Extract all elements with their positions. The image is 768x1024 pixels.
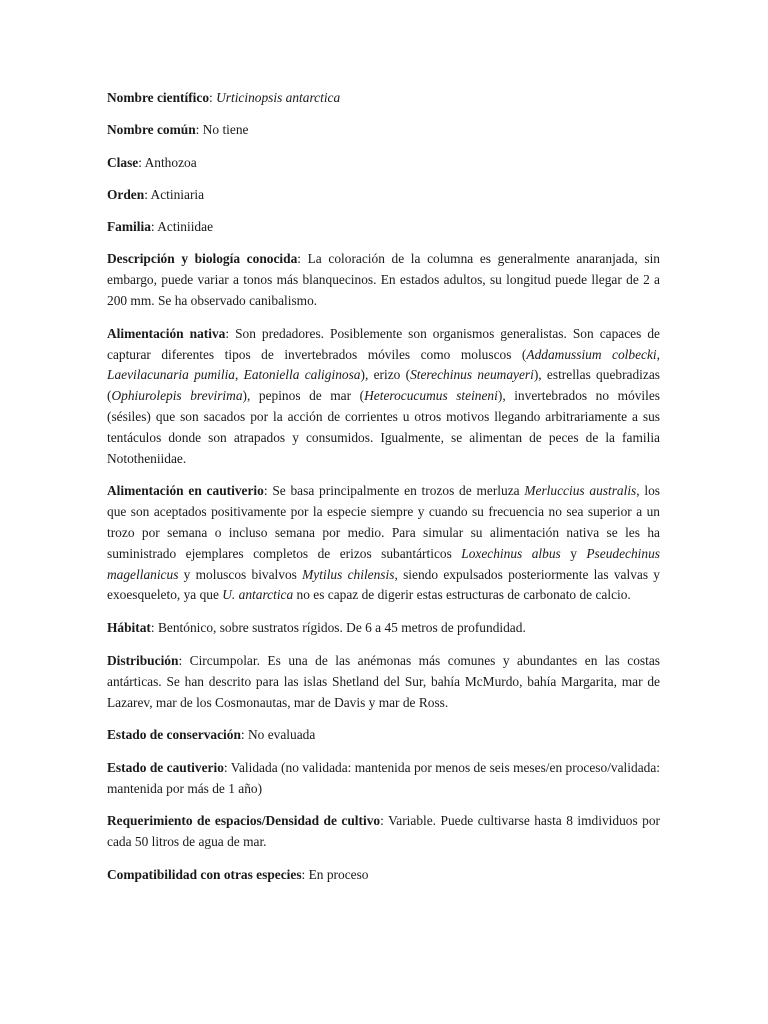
- species-name: U. antarctica: [222, 587, 294, 603]
- entry-label: Distribución: [107, 653, 179, 669]
- entry-text: Se basa principalmente en trozos de merluza: [272, 483, 525, 499]
- entry-text: , los que son aceptados positivamente por la especie siempre y cuando su frecuencia no sea superior a un trozo por semana o incluso semana por medio. Para simular su alimentación nativa se les ha suministrado ejemplares completos de erizos subantárticos: [107, 483, 661, 561]
- entry-label: Nombre científico: [107, 90, 210, 105]
- entry-text: ,: [235, 367, 244, 383]
- entry-text: ), pepinos de mar (: [242, 388, 365, 404]
- entry-separator: :: [144, 186, 151, 202]
- entry-text: ,: [656, 346, 660, 362]
- entry-text: Anthozoa: [144, 154, 197, 170]
- species-name: Urticinopsis antarctica: [216, 90, 341, 105]
- entry-label: Compatibilidad con otras especies: [107, 866, 302, 882]
- entry-text: No tiene: [202, 122, 249, 138]
- entry-text: Son predadores. Posiblemente son organismos generalistas. Son capaces de capturar diferentes tipos de invertebrados móviles como moluscos (: [107, 325, 660, 362]
- entry-label: Orden: [107, 186, 145, 202]
- entry-separator: :: [195, 122, 203, 138]
- entry-separator: :: [301, 866, 309, 882]
- entry-label: Estado de conservación: [107, 727, 241, 743]
- species-name: Sterechinus neumayeri: [410, 367, 534, 383]
- entry-separator: :: [178, 653, 190, 669]
- entry-text: ), erizo (: [360, 367, 411, 383]
- entry-distribution: [107, 651, 660, 713]
- entry-label: Hábitat: [107, 620, 151, 636]
- entry-label: Clase: [107, 154, 139, 170]
- entry-separator: :: [209, 90, 217, 105]
- entry-separator: :: [380, 813, 389, 829]
- entry-text: La coloración de la columna es generalmente anaranjada, sin embargo, puede variar a tonos más blanquecinos. En estados adultos, su longitud puede llegar de 2 a 200 mm. Se ha observado canibalismo.: [107, 251, 660, 309]
- entry-text: En proceso: [308, 866, 369, 882]
- entry-text: Circumpolar. Es una de las anémonas más comunes y abundantes en las costas antárticas. Se han descrito para las islas Shetland del Sur, bahía McMurdo, bahía Margarita, mar de Lazarev, mar de los Cosmonautas, mar de Davis y mar de Ross.: [107, 653, 660, 710]
- entry-conservation-status: [107, 725, 660, 746]
- entry-text: Variable. Puede cultivarse hasta 8 imdividuos por cada 50 litros de agua de mar.: [107, 813, 660, 850]
- entry-text: ), estrellas quebradizas (: [107, 367, 661, 404]
- entry-text: , siendo expulsados posteriormente las valvas y exoesqueleto, ya que: [107, 566, 661, 603]
- entry-separator: :: [263, 483, 273, 499]
- entry-text: y moluscos bivalvos: [178, 566, 303, 582]
- species-name: Addamussium colbecki: [526, 346, 657, 362]
- entry-text: ), invertebrados no móviles (sésiles) que son sacados por la acción de corrientes u otros motivos llegando arbitrariamente a sus tentáculos donde son atrapados y consumidos. Igualmente, se alimentan de peces de la familia Nototheniidae.: [107, 388, 660, 466]
- entry-label: Nombre común: [107, 122, 196, 138]
- entry-description: [107, 249, 660, 311]
- document-page: [107, 88, 660, 897]
- entry-label: Familia: [107, 219, 151, 235]
- entry-space-requirement: [107, 811, 660, 853]
- species-name: Eatoniella caliginosa: [243, 367, 361, 383]
- entry-separator: :: [240, 727, 248, 743]
- species-name: Loxechinus albus: [461, 545, 561, 561]
- entry-label: Alimentación en cautiverio: [107, 483, 264, 499]
- entry-label: Alimentación nativa: [107, 325, 226, 341]
- entry-family: [107, 217, 660, 238]
- species-name: Pseudechinus magellanicus: [107, 545, 661, 582]
- species-name: Mytilus chilensis: [302, 566, 395, 582]
- entry-text: no es capaz de digerir estas estructuras de carbonato de calcio.: [293, 587, 631, 603]
- species-name: Laevilacunaria pumilia: [107, 367, 236, 383]
- entry-label: Requerimiento de espacios/Densidad de cultivo: [107, 813, 381, 829]
- entry-separator: :: [138, 154, 145, 170]
- entry-scientific-name: [107, 88, 660, 109]
- entry-text: Bentónico, sobre sustratos rígidos. De 6 a 45 metros de profundidad.: [157, 620, 526, 636]
- entry-separator: :: [297, 251, 308, 267]
- entry-separator: :: [225, 325, 236, 341]
- entry-order: [107, 185, 660, 206]
- species-name: Ophiurolepis brevirima: [111, 388, 243, 404]
- entry-native-feeding: [107, 324, 660, 470]
- entry-class: [107, 153, 660, 174]
- entry-text: Validada (no validada: mantenida por menos de seis meses/en proceso/validada: mantenida por más de 1 año): [107, 759, 661, 796]
- entry-separator: :: [223, 759, 231, 775]
- entry-label: Estado de cautiverio: [107, 759, 224, 775]
- entry-common-name: [107, 120, 660, 141]
- species-name: Merluccius australis: [524, 483, 637, 499]
- entry-text: No evaluada: [248, 727, 316, 743]
- entry-text: y: [560, 545, 587, 561]
- entry-captivity-status: [107, 758, 660, 800]
- entry-text: Actiniaria: [150, 186, 205, 202]
- species-name: Heterocucumus steineni: [364, 388, 498, 404]
- entry-habitat: [107, 618, 660, 639]
- entry-captive-feeding: [107, 481, 660, 606]
- entry-separator: :: [150, 219, 158, 235]
- entry-separator: :: [150, 620, 158, 636]
- entry-label: Descripción y biología conocida: [107, 251, 298, 267]
- entry-compatibility: [107, 865, 660, 886]
- entry-text: Actiniidae: [157, 219, 214, 235]
